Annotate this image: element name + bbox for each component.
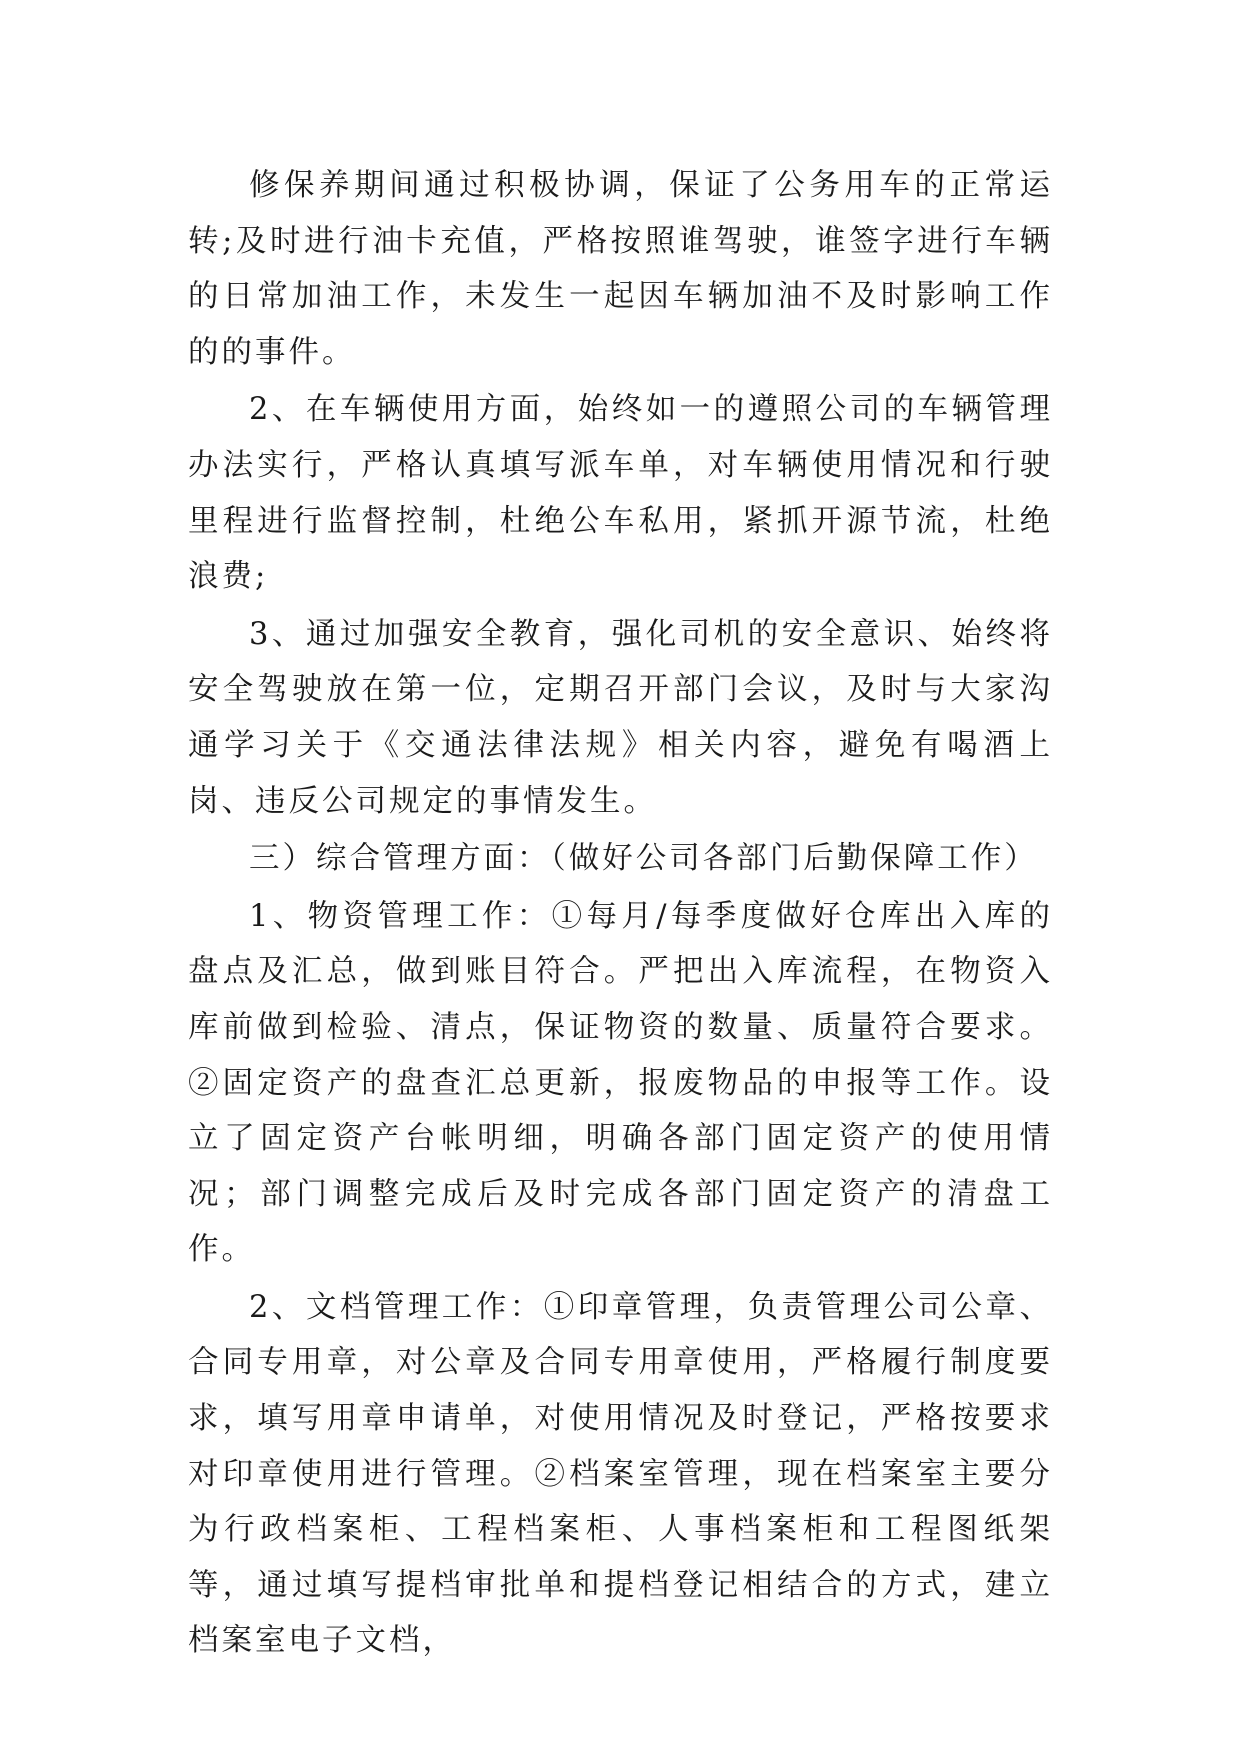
paragraph-materials-management: 1、物资管理工作：①每月/每季度做好仓库出入库的盘点及汇总，做到账目符合。严把出入库流程，在物资入库前做到检验、清点，保证物资的数量、质量符合要求。②固定资产的盘查汇总更新，报废物品的申报等工作。设立了固定资产台帐明细，明确各部门固定资产的使用情况；部门调整完成后及时完成各部门固定资产的清盘工作。 [188, 898, 1053, 1268]
paragraph-safety-education: 3、通过加强安全教育，强化司机的安全意识、始终将安全驾驶放在第一位，定期召开部门会议，及时与大家沟通学习关于《交通法律法规》相关内容，避免有喝酒上岗、违反公司规定的事情发生。 [188, 616, 1053, 819]
document-body [188, 158, 1053, 1671]
paragraph-document-management: 2、文档管理工作：①印章管理，负责管理公司公章、合同专用章，对公章及合同专用章使用，严格履行制度要求，填写用章申请单，对使用情况及时登记，严格按要求对印章使用进行管理。②档案室管理，现在档案室主要分为行政档案柜、工程档案柜、人事档案柜和工程图纸架等，通过填写提档审批单和提档登记相结合的方式，建立档案室电子文档， [188, 1289, 1053, 1659]
paragraph-vehicle-maintenance: 修保养期间通过积极协调，保证了公务用车的正常运转;及时进行油卡充值，严格按照谁驾驶，谁签字进行车辆的日常加油工作，未发生一起因车辆加油不及时影响工作的的事件。 [188, 168, 1053, 370]
paragraph-vehicle-usage: 2、在车辆使用方面，始终如一的遵照公司的车辆管理办法实行，严格认真填写派车单，对车辆使用情况和行驶里程进行监督控制，杜绝公车私用，紧抓开源节流，杜绝浪费; [188, 392, 1053, 595]
section-heading-general-management: 三）综合管理方面：（做好公司各部门后勤保障工作） [249, 841, 1038, 877]
